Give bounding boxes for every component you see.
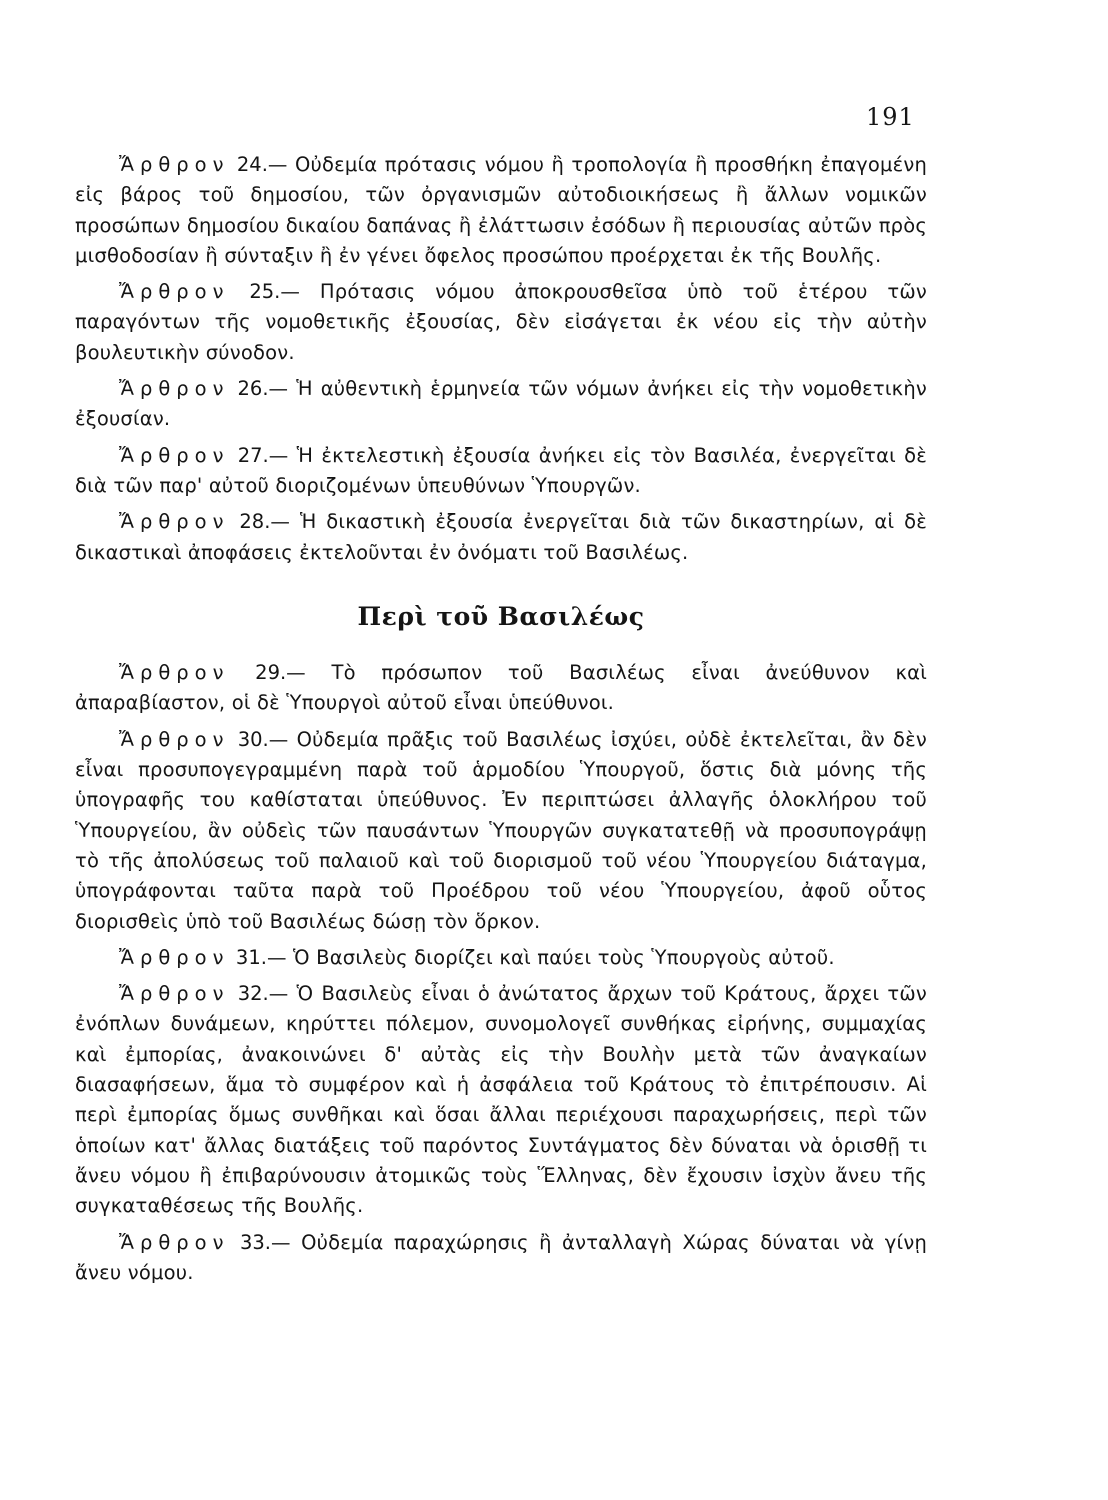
article-text: — Οὐδεμία παραχώρησις ἢ ἀνταλλαγὴ Χώρας δύναται νὰ γίνῃ ἄνευ νόμου.	[75, 1230, 927, 1284]
article-text: — Οὐδεμία πρότασις νόμου ἢ τροπολογία ἢ προσθήκη ἐπαγομένη εἰς βάρος τοῦ δημοσίου, τῶν ὀργανισμῶν αὐτοδιοικήσεως ἢ ἄλλων νομικῶν προσώπων δημοσίου δικαίου δαπάνας ἢ ἐλάττωσιν ἐσόδων ἢ περιουσίας αὐτῶν πρὸς μισθοδοσίαν ἢ σύνταξιν ἢ ἐν γένει ὄφελος προσώπου προέρχεται ἐκ τῆς Βουλῆς.	[75, 153, 928, 267]
article-label: Ἄρθρον	[119, 661, 230, 685]
article-text: — Ἡ αὐθεντικὴ ἑρμηνεία τῶν νόμων ἀνήκει εἰς τὴν νομοθετικὴν ἐξουσίαν.	[75, 377, 927, 431]
article-number: 26.	[237, 377, 269, 401]
article-31	[75, 943, 927, 973]
article-number: 27.	[237, 443, 269, 467]
article-number: 29.	[255, 661, 287, 685]
article-number: 30.	[237, 727, 269, 751]
section-heading: Περὶ τοῦ Βασιλέως	[357, 601, 645, 631]
article-number: 33.	[239, 1230, 271, 1254]
article-30	[75, 725, 927, 937]
article-text: — Οὐδεμία πρᾶξις τοῦ Βασιλέως ἰσχύει, οὐδὲ ἐκτελεῖται, ἂν δὲν εἶναι προσυπογεγραμμένη παρὰ τοῦ ἁρμοδίου Ὑπουργοῦ, ὅστις διὰ μόνης τῆς ὑπογραφῆς του καθίσταται ὑπεύθυνος. Ἐν περιπτώσει ἀλλαγῆς ὁλοκλήρου τοῦ Ὑπουργείου, ἂν οὐδεὶς τῶν παυσάντων Ὑπουργῶν συγκατατεθῇ νὰ προσυπογράψῃ τὸ τῆς ἀπολύσεως τοῦ παλαιοῦ καὶ τοῦ διορισμοῦ τοῦ νέου Ὑπουργείου διάταγμα, ὑπογράφονται ταῦτα παρὰ τοῦ Προέδρου τοῦ νέου Ὑπουργείου, ἀφοῦ οὗτος διορισθεὶς ὑπὸ τοῦ Βασιλέως δώσῃ τὸν ὅρκον.	[75, 727, 927, 933]
article-27	[75, 441, 927, 502]
article-text: — Ὁ Βασιλεὺς διορίζει καὶ παύει τοὺς Ὑπουργοὺς αὐτοῦ.	[266, 945, 835, 969]
article-number: 32.	[237, 982, 269, 1006]
article-33	[75, 1228, 927, 1289]
article-24	[75, 150, 927, 271]
article-text: — Ἡ ἐκτελεστικὴ ἐξουσία ἀνήκει εἰς τὸν Βασιλέα, ἐνεργεῖται δὲ διὰ τῶν παρ' αὐτοῦ διοριζομένων ὑπευθύνων Ὑπουργῶν.	[75, 443, 927, 497]
article-text: — Τὸ πρόσωπον τοῦ Βασιλέως εἶναι ἀνεύθυνον καὶ ἀπαραβίαστον, οἱ δὲ Ὑπουργοὶ αὐτοῦ εἶναι ὑπεύθυνοι.	[75, 661, 927, 715]
article-label: Ἄρθρον	[119, 727, 230, 751]
article-number: 24.	[236, 153, 268, 176]
article-label: Ἄρθρον	[119, 153, 230, 176]
article-label: Ἄρθρον	[119, 443, 230, 467]
article-label: Ἄρθρον	[119, 945, 230, 969]
article-number: 25.	[249, 280, 281, 304]
article-28	[75, 507, 927, 568]
article-label: Ἄρθρον	[119, 982, 230, 1006]
article-text: — Ἡ δικαστικὴ ἐξουσία ἐνεργεῖται διὰ τῶν δικαστηρίων, αἱ δὲ δικαστικαὶ ἀποφάσεις ἐκτελοῦνται ἐν ὀνόματι τοῦ Βασιλέως.	[75, 510, 927, 564]
article-text: — Ὁ Βασιλεὺς εἶναι ὁ ἀνώτατος ἄρχων τοῦ Κράτους, ἄρχει τῶν ἐνόπλων δυνάμεων, κηρύττει πόλεμον, συνομολογεῖ συνθήκας εἰρήνης, συμμαχίας καὶ ἐμπορίας, ἀνακοινώνει δ' αὐτὰς εἰς τὴν Βουλὴν μετὰ τῶν ἀναγκαίων διασαφήσεων, ἅμα τὸ συμφέρον καὶ ἡ ἀσφάλεια τοῦ Κράτους τὸ ἐπιτρέπουσιν. Αἱ περὶ ἐμπορίας ὅμως συνθῆκαι καὶ ὅσαι ἄλλαι περιέχουσι παραχωρήσεις, περὶ τῶν ὁποίων κατ' ἄλλας διατάξεις τοῦ παρόντος Συντάγματος δὲν δύναται νὰ ὁρισθῇ τι ἄνευ νόμου ἢ ἐπιβαρύνουσιν ἀτομικῶς τοὺς Ἕλληνας, δὲν ἔχουσιν ἰσχὺν ἄνευ τῆς συγκαταθέσεως τῆς Βουλῆς.	[75, 982, 927, 1218]
document-body	[75, 150, 927, 1294]
article-label: Ἄρθρον	[119, 1230, 230, 1254]
article-number: 28.	[239, 510, 271, 534]
article-label: Ἄρθρον	[119, 280, 230, 304]
article-25	[75, 277, 927, 368]
article-label: Ἄρθρον	[119, 377, 230, 401]
article-text: — Πρότασις νόμου ἀποκρουσθεῖσα ὑπὸ τοῦ ἑτέρου τῶν παραγόντων τῆς νομοθετικῆς ἐξουσίας, δὲν εἰσάγεται ἐκ νέου εἰς τὴν αὐτὴν βουλευτικὴν σύνοδον.	[75, 280, 927, 364]
article-32	[75, 979, 927, 1221]
article-29	[75, 658, 927, 719]
article-label: Ἄρθρον	[119, 510, 230, 534]
page-number: 191	[866, 103, 915, 131]
article-number: 31.	[235, 945, 267, 969]
article-26	[75, 374, 927, 435]
